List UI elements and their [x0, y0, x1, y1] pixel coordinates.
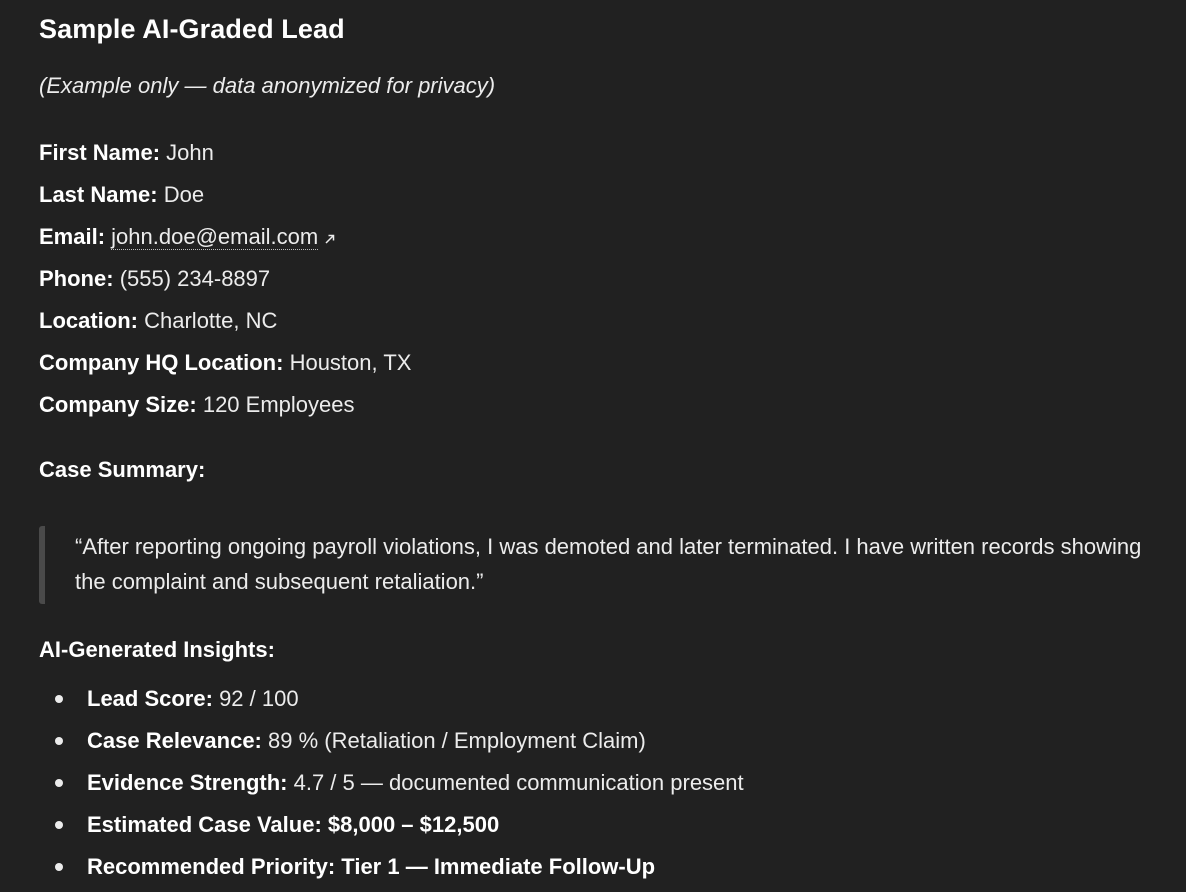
email-link[interactable]: john.doe@email.com	[111, 224, 319, 249]
field-value: John	[166, 140, 214, 165]
case-summary-heading: Case Summary:	[39, 457, 206, 482]
field-value: Houston, TX	[289, 350, 412, 375]
insight-value: $8,000 – $12,500	[327, 812, 500, 837]
insight-estimated-case-value	[39, 806, 744, 848]
field-label: Location:	[39, 308, 138, 333]
external-link-arrow-icon[interactable]	[324, 222, 336, 254]
insight-value: Tier 1 — Immediate Follow-Up	[341, 854, 656, 879]
field-label: Company Size:	[39, 392, 197, 417]
privacy-note: (Example only — data anonymized for privacy)	[39, 73, 496, 98]
field-label: Last Name:	[39, 182, 158, 207]
case-summary-quote	[39, 526, 1172, 604]
insight-value: 4.7 / 5 — documented communication present	[293, 770, 744, 795]
insight-value: 92 / 100	[219, 686, 299, 711]
field-email	[39, 221, 411, 263]
insight-evidence-strength	[39, 764, 744, 806]
field-label: Phone:	[39, 266, 114, 291]
field-value: Charlotte, NC	[144, 308, 278, 333]
insight-value: 89 % (Retaliation / Employment Claim)	[268, 728, 646, 753]
field-first-name	[39, 137, 411, 179]
insight-label: Estimated Case Value:	[87, 812, 322, 837]
field-value: (555) 234-8897	[119, 266, 271, 291]
field-phone	[39, 263, 411, 305]
insight-label: Recommended Priority:	[87, 854, 336, 879]
insight-label: Case Relevance:	[87, 728, 262, 753]
field-label: Company HQ Location:	[39, 350, 284, 375]
lead-fields	[39, 137, 411, 431]
insight-case-relevance	[39, 722, 744, 764]
page-title: Sample AI-Graded Lead	[39, 14, 345, 44]
insights-list	[39, 680, 744, 890]
insight-lead-score	[39, 680, 744, 722]
bullet-icon	[55, 863, 63, 871]
insight-recommended-priority	[39, 848, 744, 890]
bullet-icon	[55, 821, 63, 829]
field-company-size	[39, 389, 411, 431]
bullet-icon	[55, 695, 63, 703]
bullet-icon	[55, 737, 63, 745]
field-last-name	[39, 179, 411, 221]
insight-label: Evidence Strength:	[87, 770, 288, 795]
field-company-hq-location	[39, 347, 411, 389]
field-value: Doe	[163, 182, 205, 207]
insight-label: Lead Score:	[87, 686, 213, 711]
field-value: 120 Employees	[202, 392, 355, 417]
case-summary-text: “After reporting ongoing payroll violations, I was demoted and later terminated. I have written records showing the complaint and subsequent retaliation.”	[75, 534, 1142, 594]
field-label: First Name:	[39, 140, 161, 165]
field-location	[39, 305, 411, 347]
field-label: Email:	[39, 224, 106, 249]
insights-heading: AI-Generated Insights:	[39, 637, 275, 662]
bullet-icon	[55, 779, 63, 787]
